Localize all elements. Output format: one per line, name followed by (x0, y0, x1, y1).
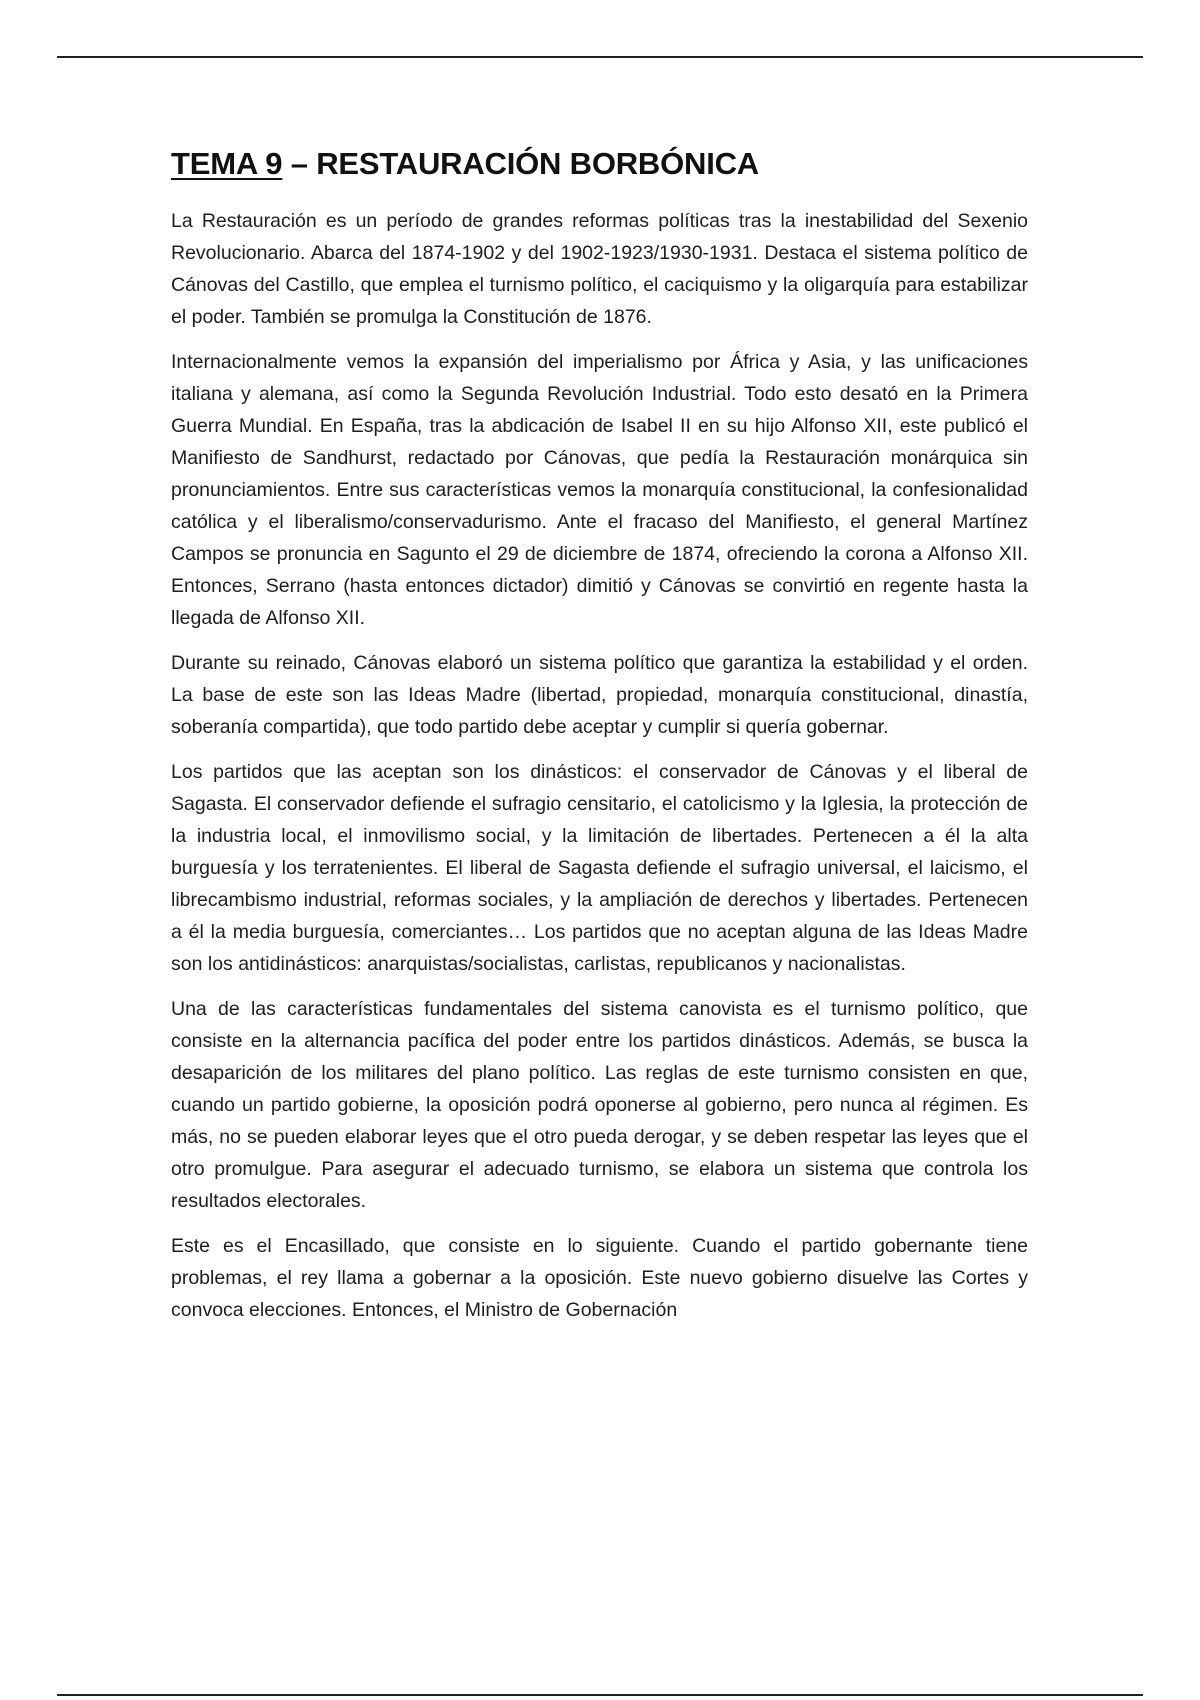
page-title (171, 144, 1028, 184)
paragraph-encasillado: Este es el Encasillado, que consiste en lo siguiente. Cuando el partido gobernante tiene problemas, el rey llama a gobernar a la oposición. Este nuevo gobierno disuelve las Cortes y convoca elecciones. Entonces, el Ministro de Gobernación (171, 1235, 1028, 1321)
paragraph-dynastic-parties: Los partidos que las aceptan son los dinásticos: el conservador de Cánovas y el liberal de Sagasta. El conservador defiende el sufragio censitario, el catolicismo y la Iglesia, la protección de la industria local, el inmovilismo social, y la limitación de libertades. Pertenecen a él la alta burguesía y los terratenientes. El liberal de Sagasta defiende el sufragio universal, el laicismo, el librecambismo industrial, reformas sociales, y la ampliación de derechos y libertades. Pertenecen a él la media burguesía, comerciantes… Los partidos que no aceptan alguna de las Ideas Madre son los antidinásticos: anarquistas/socialistas, carlistas, republicanos y nacionalistas. (171, 761, 1028, 975)
paragraph-turnismo: Una de las características fundamentales del sistema canovista es el turnismo político, que consiste en la alternancia pacífica del poder entre los partidos dinásticos. Además, se busca la desaparición de los militares del plano político. Las reglas de este turnismo consisten en que, cuando un partido gobierne, la oposición podrá oponerse al gobierno, pero nunca al régimen. Es más, no se pueden elaborar leyes que el otro pueda derogar, y se deben respetar las leyes que el otro promulgue. Para asegurar el adecuado turnismo, se elabora un sistema que controla los resultados electorales. (171, 998, 1028, 1212)
paragraph-international-context: Internacionalmente vemos la expansión del imperialismo por África y Asia, y las unificaciones italiana y alemana, así como la Segunda Revolución Industrial. Todo esto desató en la Primera Guerra Mundial. En España, tras la abdicación de Isabel II en su hijo Alfonso XII, este publicó el Manifiesto de Sandhurst, redactado por Cánovas, que pedía la Restauración monárquica sin pronunciamientos. Entre sus características vemos la monarquía constitucional, la confesionalidad católica y el liberalismo/conservadurismo. Ante el fracaso del Manifiesto, el general Martínez Campos se pronuncia en Sagunto el 29 de diciembre de 1874, ofreciendo la corona a Alfonso XII. Entonces, Serrano (hasta entonces dictador) dimitió y Cánovas se convirtió en regente hasta la llegada de Alfonso XII. (171, 351, 1028, 629)
top-divider (57, 56, 1143, 58)
title-topic-name: – RESTAURACIÓN BORBÓNICA (282, 146, 759, 181)
document-body (171, 144, 1028, 1339)
paragraph-intro: La Restauración es un período de grandes reformas políticas tras la inestabilidad del Sexenio Revolucionario. Abarca del 1874-1902 y del 1902-1923/1930-1931. Destaca el sistema político de Cánovas del Castillo, que emplea el turnismo político, el caciquismo y la oligarquía para estabilizar el poder. También se promulga la Constitución de 1876. (171, 210, 1028, 328)
bottom-divider (57, 1694, 1143, 1696)
paragraph-canovas-system: Durante su reinado, Cánovas elaboró un sistema político que garantiza la estabilidad y el orden. La base de este son las Ideas Madre (libertad, propiedad, monarquía constitucional, dinastía, soberanía compartida), que todo partido debe aceptar y cumplir si quería gobernar. (171, 652, 1028, 738)
title-topic-number: TEMA 9 (171, 146, 283, 181)
